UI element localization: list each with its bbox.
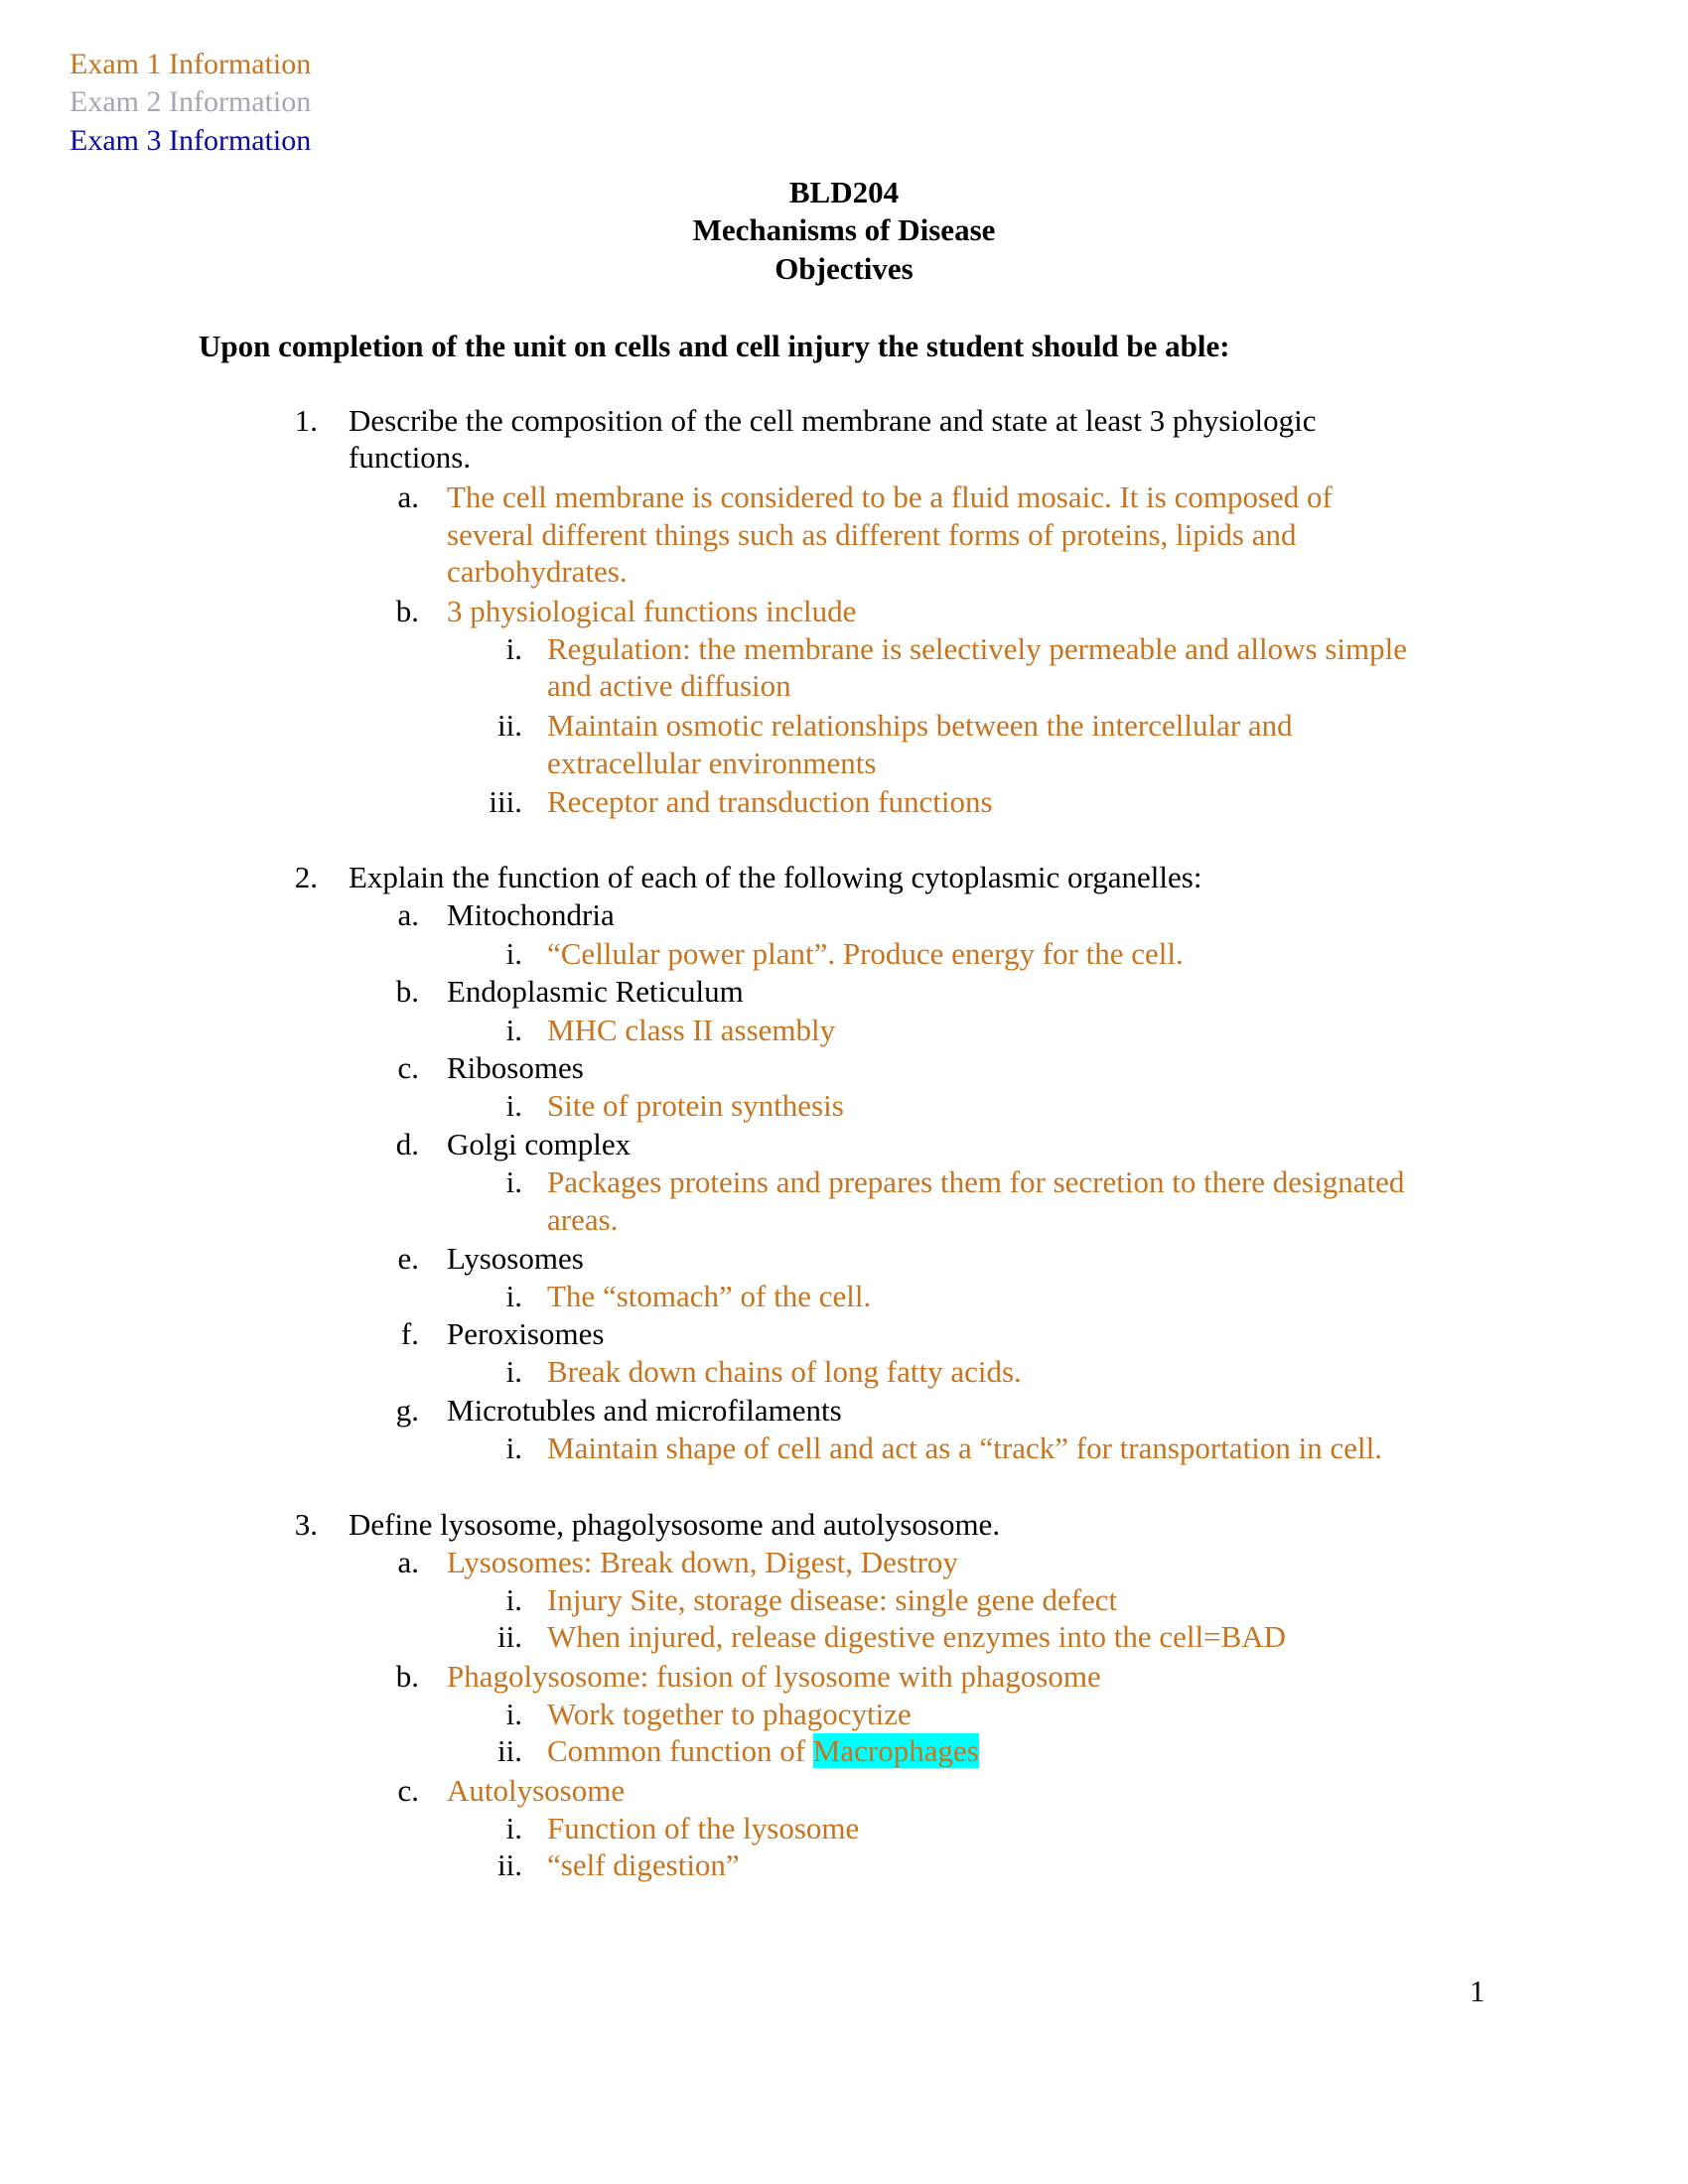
organelle-label: Ribosomes — [447, 1050, 584, 1085]
page-number: 1 — [1470, 1974, 1485, 2008]
answer-text: 3 physiological functions include — [447, 594, 857, 628]
objective-text: functions. — [349, 440, 472, 475]
organelle-label: Mitochondria — [447, 897, 615, 932]
answer-text: and active diffusion — [547, 668, 791, 703]
page-title: Objectives — [774, 251, 914, 286]
list-marker: ii. — [497, 1733, 522, 1768]
list-marker: f. — [400, 1316, 419, 1351]
answer-text: Maintain shape of cell and act as a “track” for transportation in cell. — [547, 1431, 1382, 1465]
answer-text: Injury Site, storage disease: single gene defect — [547, 1582, 1118, 1617]
list-marker: i. — [505, 1164, 522, 1199]
answer-text: Work together to phagocytize — [547, 1697, 912, 1731]
answer-text: Common function of Macrophages — [547, 1733, 979, 1768]
exam-2-link[interactable]: Exam 2 Information — [70, 85, 312, 118]
answer-text: MHC class II assembly — [547, 1013, 836, 1047]
list-marker: c. — [397, 1773, 419, 1808]
organelle-label: Microtubles and microfilaments — [447, 1393, 842, 1428]
list-marker: a. — [397, 479, 419, 514]
answer-text: “Cellular power plant”. Produce energy for the cell. — [547, 936, 1184, 971]
list-marker: i. — [505, 936, 522, 971]
list-marker: i. — [505, 1431, 522, 1465]
list-marker: b. — [395, 974, 419, 1009]
answer-text: several different things such as different forms of proteins, lipids and — [447, 517, 1297, 552]
answer-text: carbohydrates. — [447, 554, 628, 589]
answer-text: Lysosomes: Break down, Digest, Destroy — [447, 1545, 958, 1579]
exam-1-link[interactable]: Exam 1 Information — [70, 48, 312, 80]
list-marker: a. — [397, 1545, 419, 1579]
objective-text: Define lysosome, phagolysosome and autolysosome. — [349, 1507, 1001, 1542]
answer-text: The cell membrane is considered to be a fluid mosaic. It is composed of — [447, 479, 1333, 514]
organelle-label: Peroxisomes — [447, 1316, 605, 1351]
answer-text: Break down chains of long fatty acids. — [547, 1354, 1022, 1389]
answer-text: areas. — [547, 1202, 619, 1237]
unit-heading: Upon completion of the unit on cells and cell injury the student should be able: — [199, 329, 1230, 363]
answer-text: Packages proteins and prepares them for secretion to there designated — [547, 1164, 1405, 1199]
list-marker: i. — [505, 1013, 522, 1047]
answer-text: Function of the lysosome — [547, 1811, 860, 1845]
answer-text: Maintain osmotic relationships between the intercellular and — [547, 708, 1293, 743]
list-marker: i. — [505, 631, 522, 666]
list-marker: i. — [505, 1582, 522, 1617]
answer-text: When injured, release digestive enzymes into the cell=BAD — [547, 1619, 1287, 1654]
list-marker: i. — [505, 1279, 522, 1313]
list-marker: a. — [397, 897, 419, 932]
answer-text: Receptor and transduction functions — [547, 784, 993, 819]
organelle-label: Endoplasmic Reticulum — [447, 974, 744, 1009]
list-marker: 2. — [294, 860, 318, 894]
list-marker: 1. — [294, 403, 318, 438]
answer-text: Autolysosome — [447, 1773, 626, 1808]
answer-text: Phagolysosome: fusion of lysosome with phagosome — [447, 1659, 1101, 1694]
list-marker: ii. — [497, 1619, 522, 1654]
answer-text: Regulation: the membrane is selectively permeable and allows simple — [547, 631, 1408, 666]
exam-3-link[interactable]: Exam 3 Information — [70, 124, 312, 157]
list-marker: i. — [505, 1354, 522, 1389]
list-marker: i. — [505, 1697, 522, 1731]
list-marker: 3. — [294, 1507, 318, 1542]
course-code: BLD204 — [788, 175, 900, 209]
list-marker: iii. — [489, 784, 522, 819]
answer-text: “self digestion” — [547, 1847, 740, 1882]
list-marker: i. — [505, 1811, 522, 1845]
list-marker: i. — [505, 1088, 522, 1123]
highlighted-term: Macrophages — [812, 1733, 979, 1768]
list-marker: c. — [397, 1050, 419, 1085]
objective-text: Explain the function of each of the following cytoplasmic organelles: — [349, 860, 1202, 894]
answer-text: Site of protein synthesis — [547, 1088, 844, 1123]
course-name: Mechanisms of Disease — [692, 212, 996, 247]
list-marker: d. — [395, 1127, 419, 1161]
list-marker: b. — [395, 1659, 419, 1694]
list-marker: ii. — [497, 1847, 522, 1882]
objective-text: Describe the composition of the cell membrane and state at least 3 physiologic — [349, 403, 1317, 438]
list-marker: b. — [395, 594, 419, 628]
organelle-label: Golgi complex — [447, 1127, 632, 1161]
list-marker: ii. — [497, 708, 522, 743]
list-marker: g. — [395, 1393, 419, 1428]
answer-text: The “stomach” of the cell. — [547, 1279, 872, 1313]
organelle-label: Lysosomes — [447, 1241, 584, 1276]
answer-text: extracellular environments — [547, 746, 877, 780]
list-marker: e. — [397, 1241, 419, 1276]
